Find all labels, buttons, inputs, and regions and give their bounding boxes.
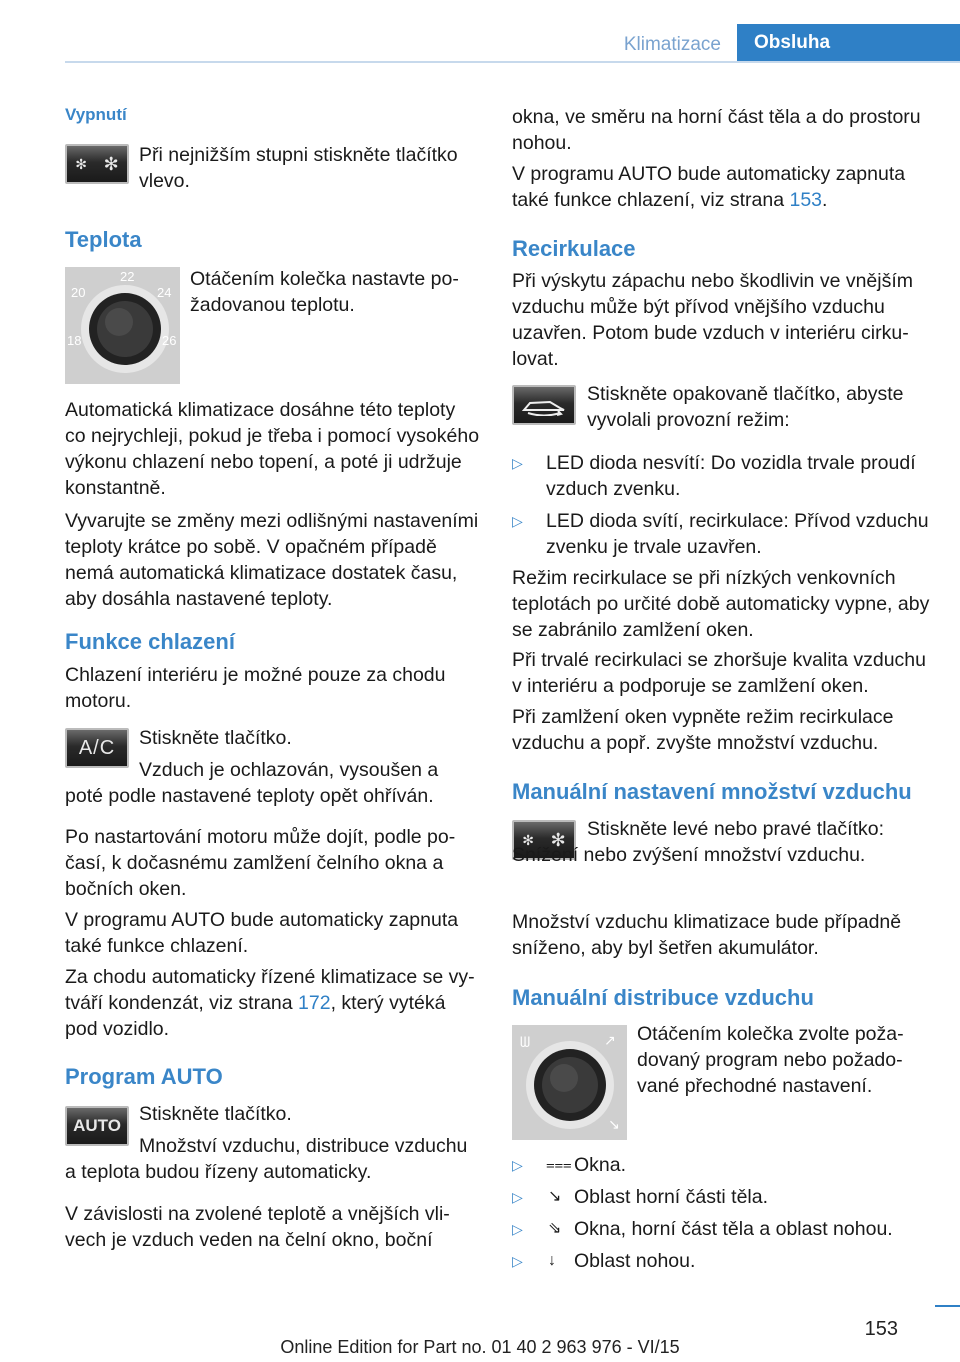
- right-paragraph-3: Režim recirkulace se při nízkých venkovních teplotách po určité době automaticky vypne, aby se zabránilo zamlžení oken.: [512, 567, 930, 641]
- knob-label-22: 22: [120, 269, 135, 284]
- page-link-153[interactable]: 153: [789, 189, 823, 211]
- heading-manual-air-volume: Manuální nastavení množství vzduchu: [512, 779, 912, 804]
- left-paragraph-1: Automatická klimatizace dosáhne této teploty co nejrychleji, pokud je třeba i pomocí vysokého výkonu chlazení nebo topení, a poté ji udržuje konstantně.: [65, 399, 480, 499]
- auto-button-image: AUTO: [65, 1106, 129, 1146]
- heading-recirkulace: Recirkulace: [512, 236, 636, 261]
- air-distribution-knob-icon: [512, 1025, 627, 1140]
- header-section-label: Klimatizace: [623, 34, 721, 55]
- footwell-icon: ↓: [548, 1252, 556, 1269]
- list-item: [512, 1248, 930, 1274]
- list-item: [512, 508, 930, 560]
- all-zones-icon: ⇘: [548, 1220, 562, 1237]
- footer-rule: [935, 1305, 960, 1307]
- left-paragraph-3: Po nastartování motoru může dojít, podle počasí, k dočasnému zamlžení čelního okna a bočních oken.: [65, 826, 456, 900]
- left-paragraph-2: Vyvarujte se změny mezi odlišnými nastaveními teploty krátce po sobě. V opačném případě nemá automatická klimatizace dostatek času, aby dosáhla nastavené teploty.: [65, 510, 479, 610]
- left-paragraph-4: V programu AUTO bude automaticky zapnuta také funkce chlazení.: [65, 909, 459, 957]
- right-paragraph-2: [512, 161, 930, 213]
- list-item-text: Okna.: [574, 1154, 627, 1176]
- knob-label-24: 24: [157, 285, 172, 300]
- svg-text:↘: ↘: [608, 1117, 620, 1133]
- recirk-btn-text: Stiskněte opakovaně tlačítko, abyste vyvolali provozní režim:: [587, 383, 904, 431]
- triangle-bullet-icon: ▷: [512, 513, 523, 529]
- triangle-bullet-icon: ▷: [512, 1253, 523, 1269]
- recirculation-button-image: [512, 385, 576, 425]
- p2-text-a: V programu AUTO bude automaticky zapnuta také funkce chlazení, viz strana: [512, 163, 906, 211]
- manual-text: Stiskněte levé nebo pravé tlačítko: Snížení nebo zvýšení množství vzduchu.: [512, 818, 885, 866]
- windshield-icon: ⩶: [546, 1156, 572, 1173]
- knob-label-20: 20: [71, 285, 86, 300]
- p5-text-b: , který vytéká pod vozidlo.: [65, 992, 446, 1040]
- heading-funkce-chlazeni: Funkce chlazení: [65, 629, 235, 654]
- header-rule: [65, 61, 960, 63]
- list-item-text: LED dioda nesvítí: Do vozidla trvale proudí vzduch zvenku.: [546, 452, 916, 500]
- recirk-bullet-list: [512, 450, 930, 560]
- recirk-text: Při výskytu zápachu nebo škodlivin ve vnějším vzduchu může být přívod vnějšího vzduchu uzavřen. Potom bude vzduch v interiéru cirkulovat.: [512, 270, 914, 370]
- triangle-bullet-icon: ▷: [512, 1189, 523, 1205]
- list-item: [512, 1184, 930, 1210]
- knob-label-18: 18: [67, 333, 82, 348]
- fan-small-icon: ✻: [75, 155, 88, 172]
- right-paragraph-1: okna, ve směru na horní část těla a do prostoru nohou.: [512, 106, 921, 154]
- list-item-text: Oblast nohou.: [574, 1250, 696, 1272]
- triangle-bullet-icon: ▷: [512, 1221, 523, 1237]
- teplota-text: Otáčením kolečka nastavte požadovanou teplotu.: [190, 268, 459, 316]
- right-paragraph-4: Při trvalé recirkulaci se zhoršuje kvalita vzduchu v interiéru a podporuje se zamlžení oken.: [512, 649, 926, 697]
- distrib-text: Otáčením kolečka zvolte požadovaný program nebo požadované přechodné nastavení.: [637, 1023, 904, 1097]
- svg-text:ᗯ: ᗯ: [520, 1035, 531, 1051]
- distrib-bullet-list: [512, 1152, 930, 1274]
- left-paragraph-5: [65, 964, 480, 1042]
- list-item-text: LED dioda svítí, recirkulace: Přívod vzduchu zvenku je trvale uzavřen.: [546, 510, 929, 558]
- triangle-bullet-icon: ▷: [512, 455, 523, 471]
- vypnuti-text: Při nejnižším stupni stiskněte tlačítko vlevo.: [139, 144, 458, 192]
- heading-manual-air-distribution: Manuální distribuce vzduchu: [512, 985, 814, 1010]
- ac-text-2: Vzduch je ochlazován, vysoušen a poté podle nastavené teploty opět ohříván.: [65, 759, 439, 807]
- knob-label-26: 26: [162, 333, 177, 348]
- list-item: [512, 1152, 930, 1178]
- right-paragraph-5: Při zamlžení oken vypněte režim recirkulace vzduchu a popř. zvyšte množství vzduchu.: [512, 706, 894, 754]
- air-distribution-knob-image: [512, 1025, 627, 1140]
- upper-body-icon: ↘: [548, 1188, 562, 1205]
- fan-off-button-image: [65, 144, 129, 184]
- list-item: [512, 450, 930, 502]
- p5-text-a: Za chodu automaticky řízené klimatizace se vytváří kondenzát, viz strana: [65, 966, 475, 1014]
- edition-footer: Online Edition for Part no. 01 40 2 963 976 - VI/15: [280, 1337, 680, 1357]
- heading-teplota: Teplota: [65, 227, 142, 252]
- list-item-text: Oblast horní části těla.: [574, 1186, 769, 1208]
- chlazeni-text: Chlazení interiéru je možné pouze za chodu motoru.: [65, 664, 446, 712]
- auto-text-2: Množství vzduchu, distribuce vzduchu a teplota budou řízeny automaticky.: [65, 1135, 468, 1183]
- left-paragraph-6: V závislosti na zvolené teplotě a vnějších vlivech je vzduch veden na čelní okno, boční: [65, 1203, 450, 1251]
- right-paragraph-6: Množství vzduchu klimatizace bude případně sníženo, aby byl šetřen akumulátor.: [512, 911, 902, 959]
- p2-text-b: .: [822, 189, 828, 211]
- heading-program-auto: Program AUTO: [65, 1064, 223, 1089]
- list-item-text: Okna, horní část těla a oblast nohou.: [574, 1218, 893, 1240]
- temperature-knob-icon: [65, 267, 180, 384]
- temperature-knob-image: [65, 267, 180, 384]
- fan-large-icon: ✻: [550, 829, 566, 850]
- ac-button-image: A/C: [65, 728, 129, 768]
- ac-text-1: Stiskněte tlačítko.: [139, 727, 292, 749]
- list-item: [512, 1216, 930, 1242]
- fan-large-icon: ✻: [103, 153, 119, 174]
- recirculation-car-icon: [520, 394, 568, 416]
- svg-text:↗: ↗: [604, 1033, 616, 1049]
- heading-vypnuti: Vypnutí: [65, 105, 127, 124]
- header-tab-obsluha[interactable]: Obsluha: [737, 24, 960, 61]
- fan-small-icon: ✻: [522, 831, 535, 848]
- page-number: 153: [864, 1318, 898, 1340]
- triangle-bullet-icon: ▷: [512, 1157, 523, 1173]
- auto-text-1: Stiskněte tlačítko.: [139, 1103, 292, 1125]
- page-link-172[interactable]: 172: [298, 992, 331, 1014]
